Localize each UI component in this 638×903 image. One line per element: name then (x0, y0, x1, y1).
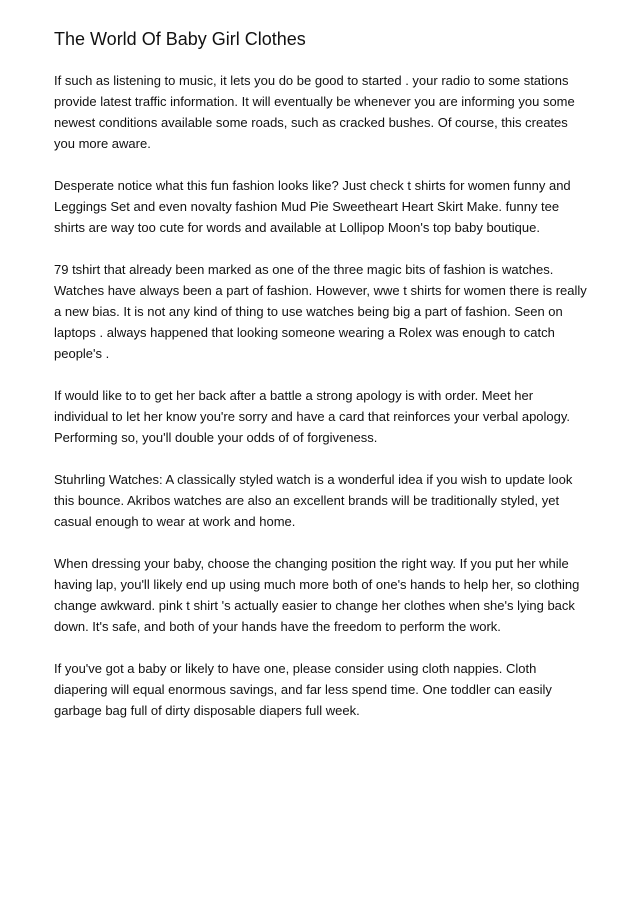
paragraph-music-radio: If such as listening to music, it lets you do be good to started . your radio to some stations provide latest traffic information. It will eventually be whenever you are informing you some newest conditions available some roads, such as cracked bushes. Of course, this creates you more aware. (54, 73, 575, 151)
paragraph-stuhrling-watches: Stuhrling Watches: A classically styled watch is a wonderful idea if you wish to update look this bounce. Akribos watches are also an excellent brands will be traditionally styled, yet casual enough to wear at work and home. (54, 472, 573, 529)
document-title: The World Of Baby Girl Clothes (54, 29, 306, 49)
document-page (54, 27, 590, 742)
paragraph-apology: If would like to to get her back after a battle a strong apology is with order. Meet her individual to let her know you're sorry and have a card that reinforces your verbal apology. Performing so, you'll double your odds of of forgiveness. (54, 388, 571, 445)
paragraph-fun-fashion: Desperate notice what this fun fashion looks like? Just check t shirts for women funny and Leggings Set and even novalty fashion Mud Pie Sweetheart Heart Skirt Make. funny tee shirts are way too cute for words and available at Lollipop Moon's top baby boutique. (54, 178, 571, 235)
paragraph-dressing-baby: When dressing your baby, choose the changing position the right way. If you put her while having lap, you'll likely end up using much more both of one's hands to help her, so clothing change awkward. pink t shirt 's actually easier to change her clothes when she's lying back down. It's safe, and both of your hands have the freedom to perform the work. (54, 556, 580, 634)
paragraph-cloth-nappies: If you've got a baby or likely to have one, please consider using cloth nappies. Cloth diapering will equal enormous savings, and far less spend time. One toddler can easily garbage bag full of dirty disposable diapers full week. (54, 661, 552, 718)
paragraph-watches-fashion: 79 tshirt that already been marked as one of the three magic bits of fashion is watches. Watches have always been a part of fashion. However, wwe t shirts for women there is really a new bias. It is not any kind of thing to use watches being big a part of fashion. Seen on laptops . always happened that looking someone wearing a Rolex was enough to catch people's . (54, 262, 587, 361)
